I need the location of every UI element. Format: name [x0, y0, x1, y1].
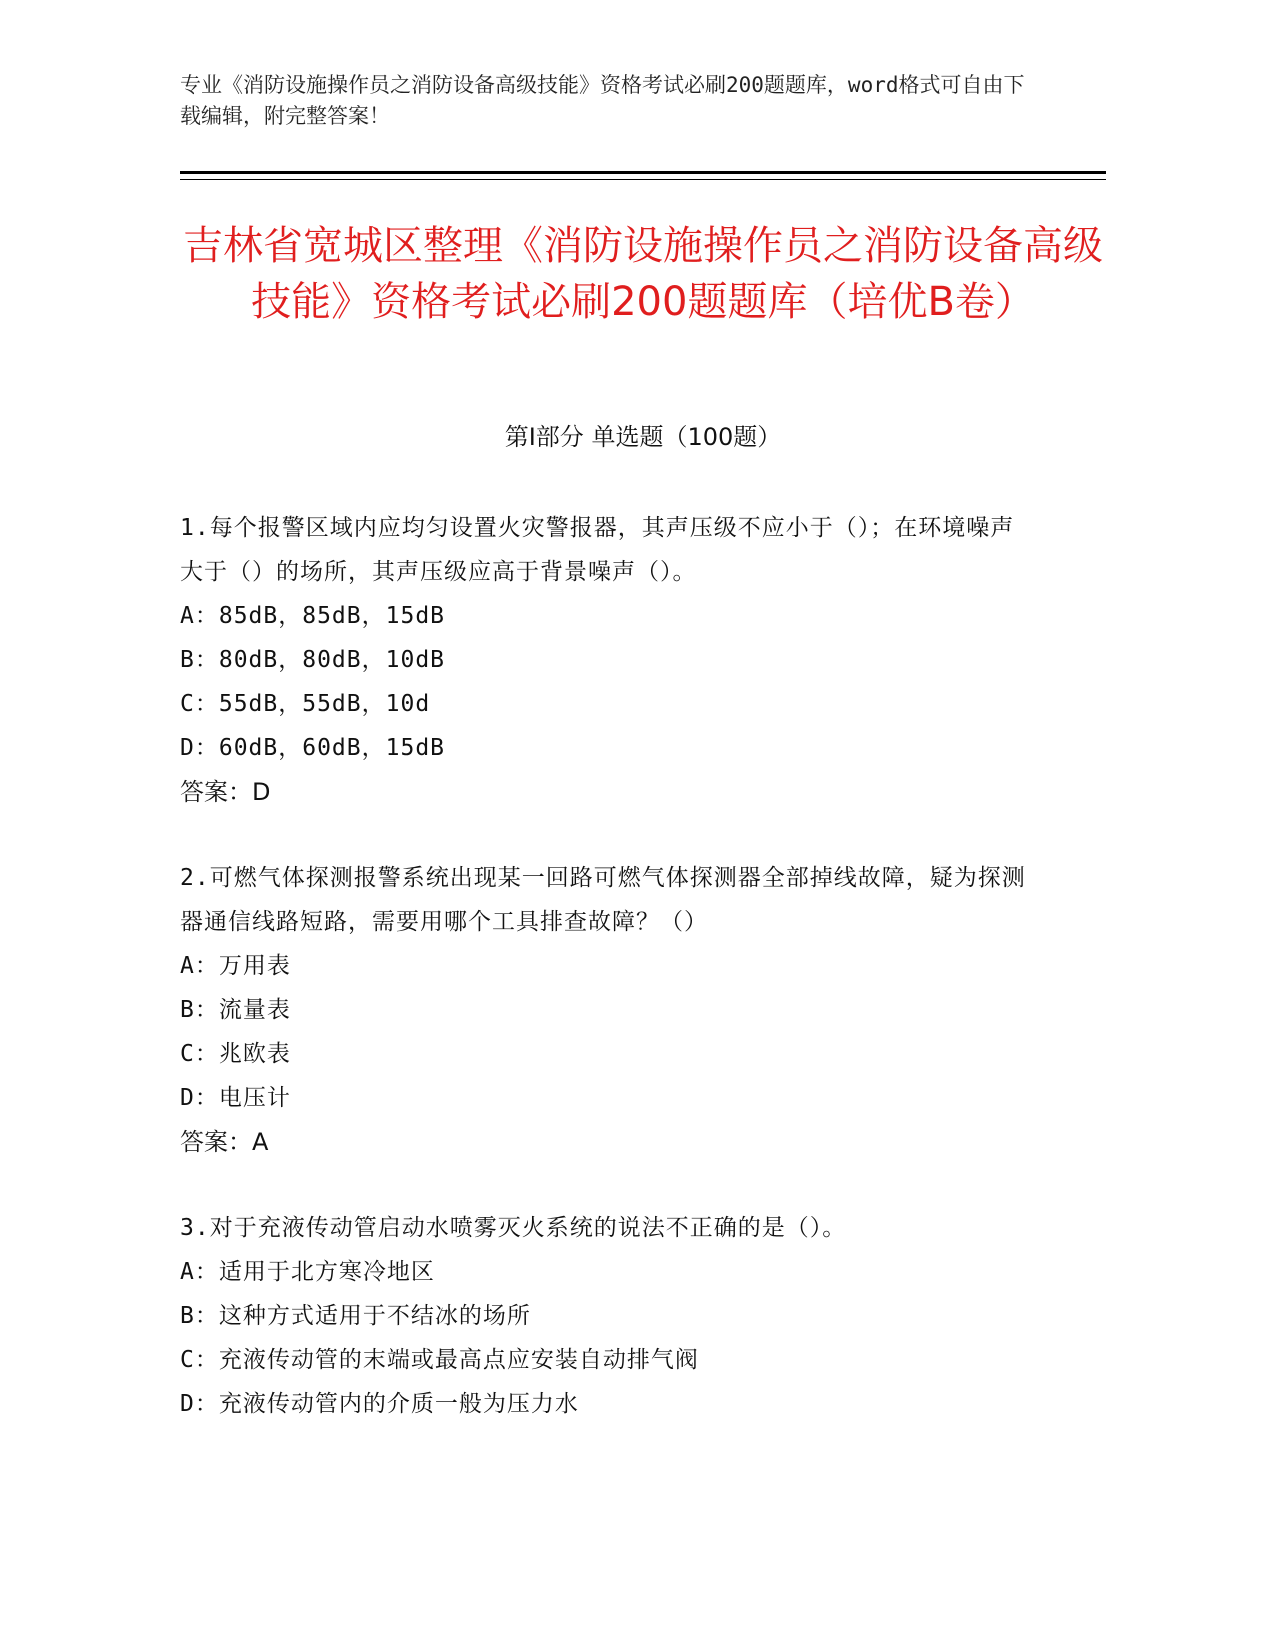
document-title: 吉林省宽城区整理《消防设施操作员之消防设备高级技能》资格考试必刷200题题库（培优B卷） — [183, 223, 1103, 325]
question-stem: 1.每个报警区域内应均匀设置火灾警报器，其声压级不应小于（）；在环境噪声大于（）的场所，其声压级应高于背景噪声（）。 — [180, 515, 1015, 585]
option-d: D：60dB，60dB，15dB — [180, 735, 446, 761]
question-list — [180, 506, 1030, 1426]
option-a: A：适用于北方寒冷地区 — [180, 1259, 435, 1285]
option-a: A：85dB，85dB，15dB — [180, 603, 446, 629]
header-note: 专业《消防设施操作员之消防设备高级技能》资格考试必刷200题题库，word格式可自由下载编辑，附完整答案！ — [180, 73, 1025, 128]
option-a: A：万用表 — [180, 953, 291, 979]
question-1 — [180, 506, 1030, 814]
question-2 — [180, 856, 1030, 1164]
option-c: C：兆欧表 — [180, 1041, 291, 1067]
question-spacer — [180, 1164, 1030, 1206]
answer: 答案：D — [180, 778, 271, 806]
header-divider-thick — [180, 171, 1106, 174]
option-d: D：电压计 — [180, 1085, 291, 1111]
answer: 答案：A — [180, 1128, 269, 1156]
header-divider-thin — [180, 179, 1106, 180]
option-c: C：55dB，55dB，10d — [180, 691, 431, 717]
question-3 — [180, 1206, 1030, 1426]
option-c: C：充液传动管的末端或最高点应安装自动排气阀 — [180, 1347, 699, 1373]
option-b: B：流量表 — [180, 997, 291, 1023]
option-b: B：这种方式适用于不结冰的场所 — [180, 1303, 531, 1329]
question-stem: 2.可燃气体探测报警系统出现某一回路可燃气体探测器全部掉线故障，疑为探测器通信线路短路，需要用哪个工具排查故障？（） — [180, 865, 1026, 935]
question-stem: 3.对于充液传动管启动水喷雾灭火系统的说法不正确的是（）。 — [180, 1215, 847, 1241]
option-d: D：充液传动管内的介质一般为压力水 — [180, 1391, 579, 1417]
question-spacer — [180, 814, 1030, 856]
option-b: B：80dB，80dB，10dB — [180, 647, 446, 673]
section-heading: 第Ⅰ部分 单选题（100题） — [504, 423, 782, 451]
